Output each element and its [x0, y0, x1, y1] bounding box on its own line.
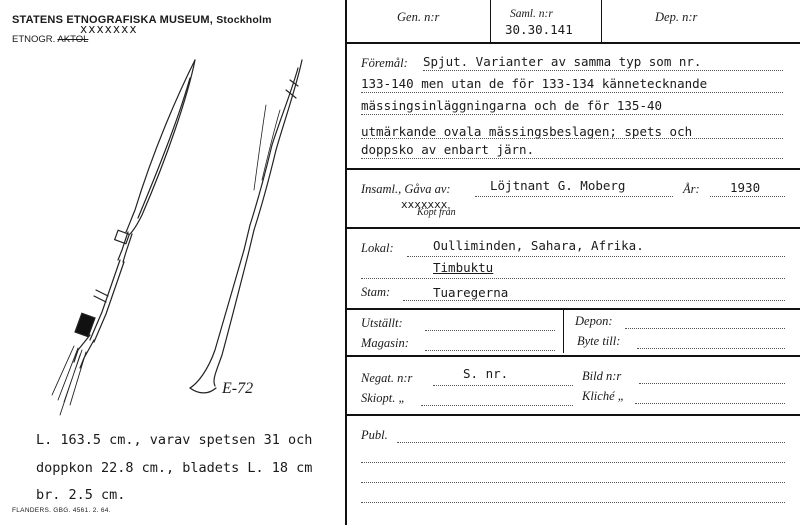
rule-depon: [625, 328, 785, 329]
header-divider-1: [490, 0, 491, 42]
rule-foremal-1: [423, 70, 783, 71]
header-divider-2: [601, 0, 602, 42]
rule-foremal-2: [361, 92, 783, 93]
lokal-value: Oulliminden, Sahara, Afrika.: [433, 238, 644, 253]
foremal-line-3: mässingsinläggningarna och de för 135-40: [361, 98, 663, 113]
foremal-line-5: doppsko av enbart järn.: [361, 142, 535, 157]
rule-publ-4: [361, 502, 785, 503]
saml-nr-value: 30.30.141: [505, 22, 573, 37]
insaml-overtype: xxxxxxx: [401, 198, 448, 211]
museum-name: STATENS ETNOGRAFISKA MUSEUM,: [12, 14, 213, 26]
insaml-label: Insaml., Gåva av:: [361, 182, 451, 196]
bild-label: Bild n:r: [582, 369, 622, 383]
rule-publ-1: [397, 442, 785, 443]
measurement-line-1: L. 163.5 cm., varav spetsen 31 och: [36, 432, 313, 448]
negat-rule: [345, 414, 800, 416]
rule-ar: [710, 196, 785, 197]
rule-bild: [639, 383, 785, 384]
saml-nr-label: Saml. n:r: [510, 8, 553, 20]
publ-label: Publ.: [361, 428, 388, 442]
kopt-label: Köpt från: [417, 207, 456, 218]
utstallt-label: Utställt:: [361, 316, 403, 330]
lokal-rule: [345, 308, 800, 310]
foremal-line-1: Spjut. Varianter av samma typ som nr.: [423, 54, 702, 69]
rule-foremal-3: [361, 114, 783, 115]
rule-utstallt: [425, 330, 555, 331]
ar-value: 1930: [730, 180, 761, 195]
foremal-line-2: 133-140 men utan de för 133-134 kännetecknande: [361, 76, 708, 91]
rule-lokal-1: [407, 256, 785, 257]
etnogr-line: [12, 34, 88, 45]
lokal-label: Lokal:: [361, 241, 394, 255]
measurement-line-2: doppkon 22.8 cm., bladets L. 18 cm: [36, 460, 313, 476]
rule-stam: [403, 300, 785, 301]
rule-publ-2: [361, 462, 785, 463]
depon-label: Depon:: [575, 314, 613, 328]
kliche-label: Kliché „: [582, 389, 625, 403]
stam-label: Stam:: [361, 285, 391, 299]
insaml-rule: [345, 227, 800, 229]
rule-skiopt: [421, 405, 573, 406]
lokal-value-2: Timbuktu: [433, 260, 494, 275]
rule-magasin: [425, 350, 555, 351]
catalog-card: [345, 0, 800, 525]
stam-value: Tuaregerna: [433, 285, 509, 300]
rule-foremal-5: [361, 158, 783, 159]
rule-foremal-4: [361, 138, 783, 139]
gen-nr-label: Gen. n:r: [397, 10, 440, 24]
overtype-x: xxxxxxx: [80, 22, 138, 36]
spear-drawing: [30, 50, 330, 420]
rule-negat: [433, 385, 573, 386]
header-rule: [345, 42, 800, 44]
negat-value: S. nr.: [463, 366, 509, 381]
printer-mark: FLANDERS. GBG. 4561. 2. 64.: [12, 507, 111, 514]
foremal-rule: [345, 168, 800, 170]
rule-publ-3: [361, 482, 785, 483]
utstallt-rule: [345, 355, 800, 357]
insaml-value: Löjtnant G. Moberg: [490, 178, 626, 193]
dep-nr-label: Dep. n:r: [655, 10, 698, 24]
ar-label: År:: [683, 182, 700, 196]
rule-lokal-2: [361, 278, 785, 279]
magasin-label: Magasin:: [361, 336, 409, 350]
foremal-label: Föremål:: [361, 56, 408, 70]
skiopt-label: Skiopt. „: [361, 391, 406, 405]
negat-label: Negat. n:r: [361, 371, 413, 385]
museum-city: Stockholm: [216, 14, 272, 26]
signature: E-72: [222, 380, 254, 397]
rule-byte: [637, 348, 785, 349]
foremal-line-4: utmärkande ovala mässingsbeslagen; spets och: [361, 124, 693, 139]
museum-header: [12, 14, 272, 26]
byte-label: Byte till:: [577, 334, 621, 348]
rule-insaml: [475, 196, 673, 197]
card-left-border: [345, 0, 347, 525]
utstallt-divider: [563, 308, 564, 353]
measurement-line-3: br. 2.5 cm.: [36, 487, 126, 503]
etnogr-label: ETNOGR.: [12, 34, 56, 45]
rule-kliche: [635, 403, 785, 404]
etnogr-struck: AKTOL: [57, 34, 89, 45]
